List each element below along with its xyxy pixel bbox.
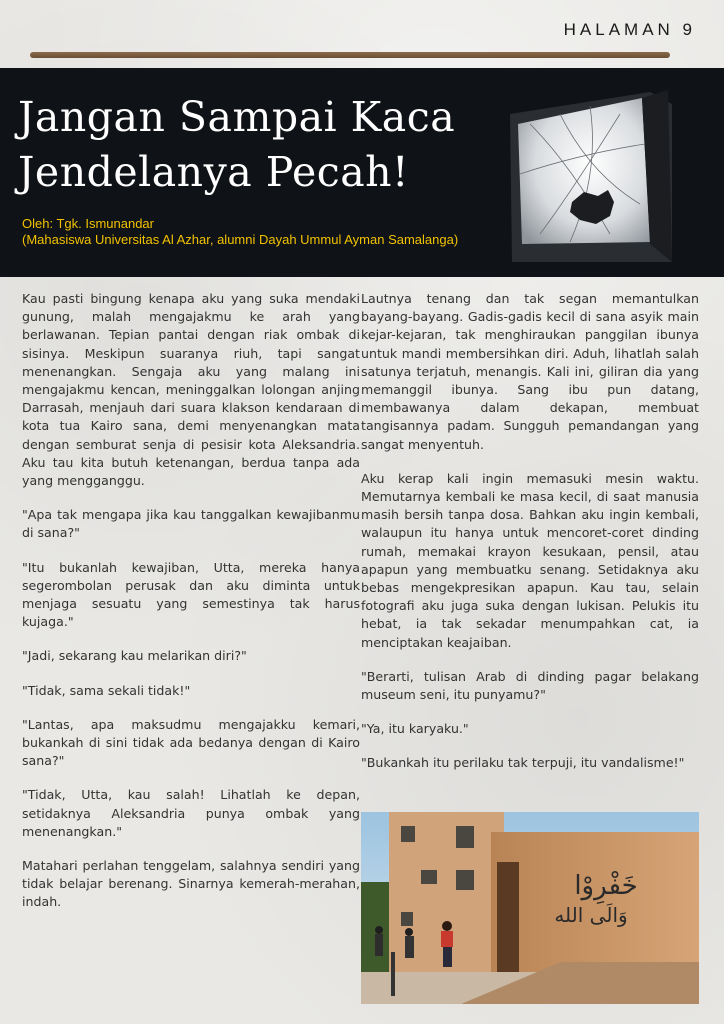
title-line-1: Jangan Sampai Kaca [18, 93, 456, 141]
page-number-label: HALAMAN 9 [563, 20, 696, 39]
paragraph: Lautnya tenang dan tak segan memantulkan bayang-bayang. Gadis-gadis kecil di sana asyik main kejar-kejaran, tak menghiraukan panggilan ibunya untuk mandi membersihkan diri. Aduh, lihatlah salah satunya terjatuh, menangis. Kali ini, giliran dia yang memanggil ibunya. Sang ibu pun datang, membawanya dalam dekapan, membuat tangisannya padam. Sungguh pemandangan yang sangat menyentuh. [361, 291, 699, 452]
title-line-2: Jendelanya Pecah! [18, 148, 410, 196]
paragraph: "Bukankah itu perilaku tak terpuji, itu vandalisme!" [361, 755, 685, 771]
paragraph: "Tidak, sama sekali tidak!" [22, 682, 191, 698]
left-column [22, 290, 360, 928]
paragraph: "Tidak, Utta, kau salah! Lihatlah ke depan, setidaknya Aleksandria punya ombak yang menenangkan." [22, 787, 360, 839]
graffiti-wall-photo [361, 812, 699, 1004]
paragraph: "Berarti, tulisan Arab di dinding pagar belakang museum seni, itu punyamu?" [361, 668, 699, 703]
paragraph: Matahari perlahan tenggelam, salahnya sendiri yang tidak belajar berenang. Sinarnya kemerah-merahan, indah. [22, 858, 360, 910]
paragraph: "Jadi, sekarang kau melarikan diri?" [22, 648, 247, 664]
paragraph: Kau pasti bingung kenapa aku yang suka mendaki gunung, malah mengajakmu ke arah yang berlawanan. Tepian pantai dengan riak ombak di sisinya. Meskipun suaranya riuh, tapi sangat menenangkan. Sengaja aku yang malang ini mengajakmu kencan, meninggalkan lolongan anjing Darrasah, menjauh dari suara klakson kendaraan di kota tua Kairo sana, demi menyenangkan mata dengan semburat senja di pesisir kota Aleksandria. Aku tau kita butuh ketenangan, berdua tanpa ada yang mengganggu. [22, 291, 360, 489]
header-divider [30, 52, 670, 58]
article-title [18, 90, 455, 200]
author-affiliation: (Mahasiswa Universitas Al Azhar, alumni Dayah Ummul Ayman Samalanga) [22, 232, 459, 247]
author-name: Oleh: Tgk. Ismunandar [22, 216, 154, 231]
paragraph: "Apa tak mengapa jika kau tanggalkan kewajibanmu di sana?" [22, 507, 360, 541]
title-banner [0, 68, 724, 277]
paragraph: "Ya, itu karyaku." [361, 721, 469, 737]
paragraph: "Lantas, apa maksudmu mengajakku kemari, bukankah di sini tidak ada bedanya dengan di Kairo sana?" [22, 716, 360, 769]
graffiti-text-2: وَالَى الله [554, 903, 628, 927]
broken-window-photo [500, 84, 690, 264]
paragraph: Aku kerap kali ingin memasuki mesin waktu. Memutarnya kembali ke masa kecil, di saat manusia masih bersih tanpa dosa. Bahkan aku ingin kembali, walaupun itu hanya untuk mencoret-coret dinding rumah, memakai krayon kesukaan, pensil, atau apapun yang membuatku senang. Setidaknya aku bebas mengekpresikan apapun. Kau tau, selain fotografi aku juga suka dengan lukisan. Pelukis itu hebat, ia tak sekadar menumpahkan cat, ia menciptakan keajaiban. [361, 470, 699, 650]
graffiti-text-1: خَفْرِوْا [574, 871, 638, 901]
right-column [361, 290, 699, 789]
paragraph: "Itu bukanlah kewajiban, Utta, mereka hanya segerombolan perusak dan aku diminta untuk menjaga sesuatu yang semestinya tak harus kujaga." [22, 559, 360, 630]
byline [22, 216, 458, 248]
